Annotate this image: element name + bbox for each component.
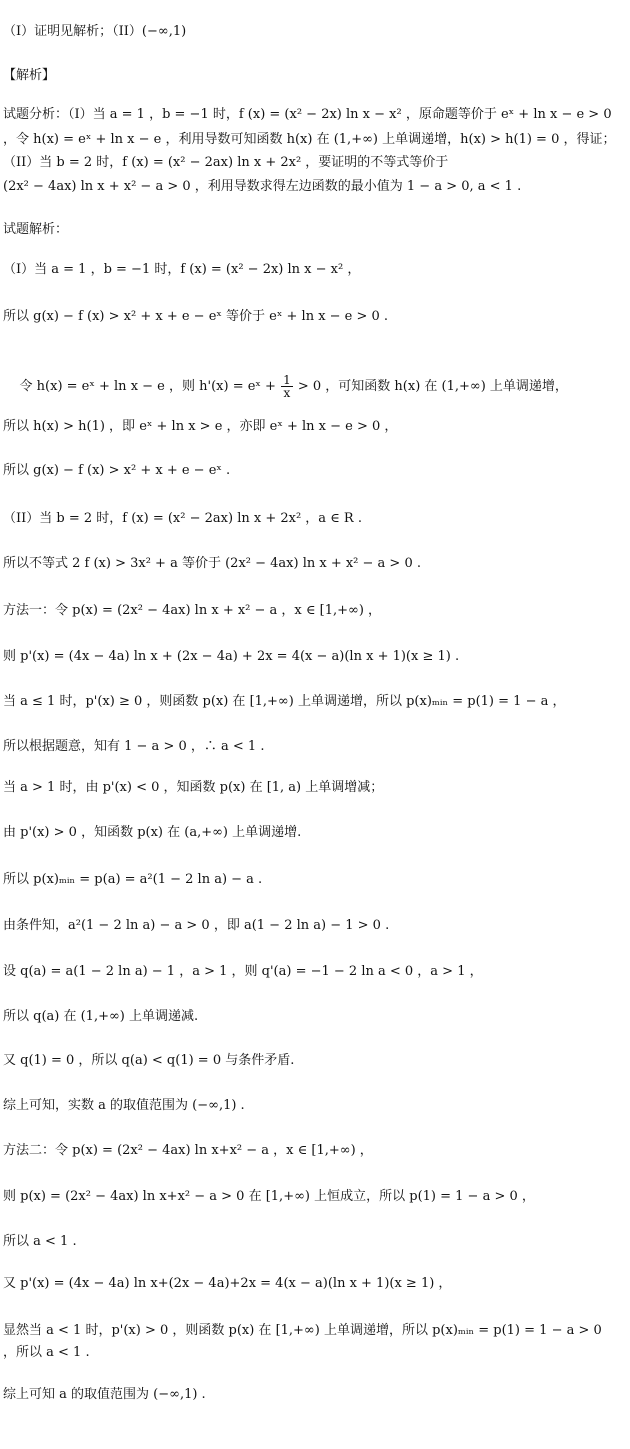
method-one-line-11: 又 q(1) = 0 ，所以 q(a) < q(1) = 0 与条件矛盾. — [3, 1053, 295, 1068]
method-one-line-8: 由条件知，a²(1 − 2 ln a) − a > 0 ，即 a(1 − 2 ln a) − 1 > 0 . — [3, 918, 390, 933]
fraction-denominator: x — [283, 386, 291, 400]
method-one-line-5: 当 a > 1 时，由 p'(x) < 0 ，知函数 p(x) 在 [1, a) 上单调增减； — [3, 780, 384, 795]
solution-line-3 — [3, 358, 568, 415]
method-one-line-9: 设 q(a) = a(1 − 2 ln a) − 1 ，a > 1 ，则 q'(a) = −1 − 2 ln a < 0 ，a > 1 ， — [3, 964, 483, 979]
method-one-line-6: 由 p'(x) > 0 ，知函数 p(x) 在 (a,+∞) 上单调递增. — [3, 825, 302, 840]
solution-line-5: 所以 g(x) − f (x) > x² + x + e − eˣ . — [3, 463, 231, 478]
solution-line-3-left: 令 h(x) = eˣ + ln x − e ，则 h'(x) = eˣ + — [19, 379, 281, 394]
solution-line-3-right: > 0 ，可知函数 h(x) 在 (1,+∞) 上单调递增， — [293, 379, 568, 394]
fraction-one-over-x — [281, 374, 293, 399]
method-one-conclusion: 综上可知，实数 a 的取值范围为 (−∞,1) . — [3, 1098, 245, 1113]
solution-line-7: 所以不等式 2 f (x) > 3x² + a 等价于 (2x² − 4ax) ln x + x² − a > 0 . — [3, 556, 421, 571]
method-one-line-1: 方法一：令 p(x) = (2x² − 4ax) ln x + x² − a ，x ∈ [1,+∞) ， — [3, 603, 382, 618]
analysis-line-1: 试题分析：（I）当 a = 1 ，b = −1 时，f (x) = (x² − 2x) ln x − x² ，原命题等价于 eˣ + ln x − e > 0 — [3, 107, 612, 122]
method-one-line-4: 所以根据题意，知有 1 − a > 0 ，∴ a < 1 . — [3, 739, 265, 754]
method-two-line-1: 方法二：令 p(x) = (2x² − 4ax) ln x+x² − a ，x ∈ [1,+∞) ， — [3, 1143, 373, 1158]
fraction-numerator: 1 — [283, 373, 291, 387]
method-two-line-5: 显然当 a < 1 时，p'(x) > 0 ，则函数 p(x) 在 [1,+∞) 上单调递增，所以 p(x)ₘᵢₙ = p(1) = 1 − a > 0 — [3, 1323, 602, 1338]
analysis-heading: 【解析】 — [3, 68, 56, 83]
method-two-line-2: 则 p(x) = (2x² − 4ax) ln x+x² − a > 0 在 [1,+∞) 上恒成立，所以 p(1) = 1 − a > 0 ， — [3, 1189, 535, 1204]
answer-summary: （I）证明见解析；（II）(−∞,1) — [3, 24, 187, 39]
solution-line-4: 所以 h(x) > h(1) ，即 eˣ + ln x > e ，亦即 eˣ + ln x − e > 0 ， — [3, 419, 398, 434]
solution-line-6: （II）当 b = 2 时，f (x) = (x² − 2ax) ln x + 2x² ，a ∈ R . — [3, 511, 362, 526]
analysis-line-3: （II）当 b = 2 时，f (x) = (x² − 2ax) ln x + 2x² ，要证明的不等式等价于 — [3, 155, 449, 170]
method-one-line-7: 所以 p(x)ₘᵢₙ = p(a) = a²(1 − 2 ln a) − a . — [3, 872, 263, 887]
solution-line-2: 所以 g(x) − f (x) > x² + x + e − eˣ 等价于 eˣ + ln x − e > 0 . — [3, 309, 389, 324]
method-two-line-3: 所以 a < 1 . — [3, 1234, 77, 1249]
solution-line-1: （I）当 a = 1 ，b = −1 时，f (x) = (x² − 2x) ln x − x² ， — [3, 262, 361, 277]
method-one-line-3: 当 a ≤ 1 时，p'(x) ≥ 0 ，则函数 p(x) 在 [1,+∞) 上单调递增，所以 p(x)ₘᵢₙ = p(1) = 1 − a ， — [3, 694, 566, 709]
method-two-line-4: 又 p'(x) = (4x − 4a) ln x+(2x − 4a)+2x = 4(x − a)(ln x + 1)(x ≥ 1) ， — [3, 1276, 452, 1291]
method-one-line-10: 所以 q(a) 在 (1,+∞) 上单调递减. — [3, 1009, 199, 1024]
analysis-line-2: ，令 h(x) = eˣ + ln x − e ，利用导数可知函数 h(x) 在 (1,+∞) 上单调递增，h(x) > h(1) = 0 ，得证； — [3, 132, 616, 147]
solution-heading: 试题解析： — [3, 222, 69, 237]
final-conclusion: 综上可知 a 的取值范围为 (−∞,1) . — [3, 1387, 206, 1402]
method-one-line-2: 则 p'(x) = (4x − 4a) ln x + (2x − 4a) + 2x = 4(x − a)(ln x + 1)(x ≥ 1) . — [3, 649, 460, 664]
analysis-line-4: (2x² − 4ax) ln x + x² − a > 0 ，利用导数求得左边函数的最小值为 1 − a > 0, a < 1 . — [3, 179, 522, 194]
method-two-line-6: ，所以 a < 1 . — [3, 1345, 90, 1360]
